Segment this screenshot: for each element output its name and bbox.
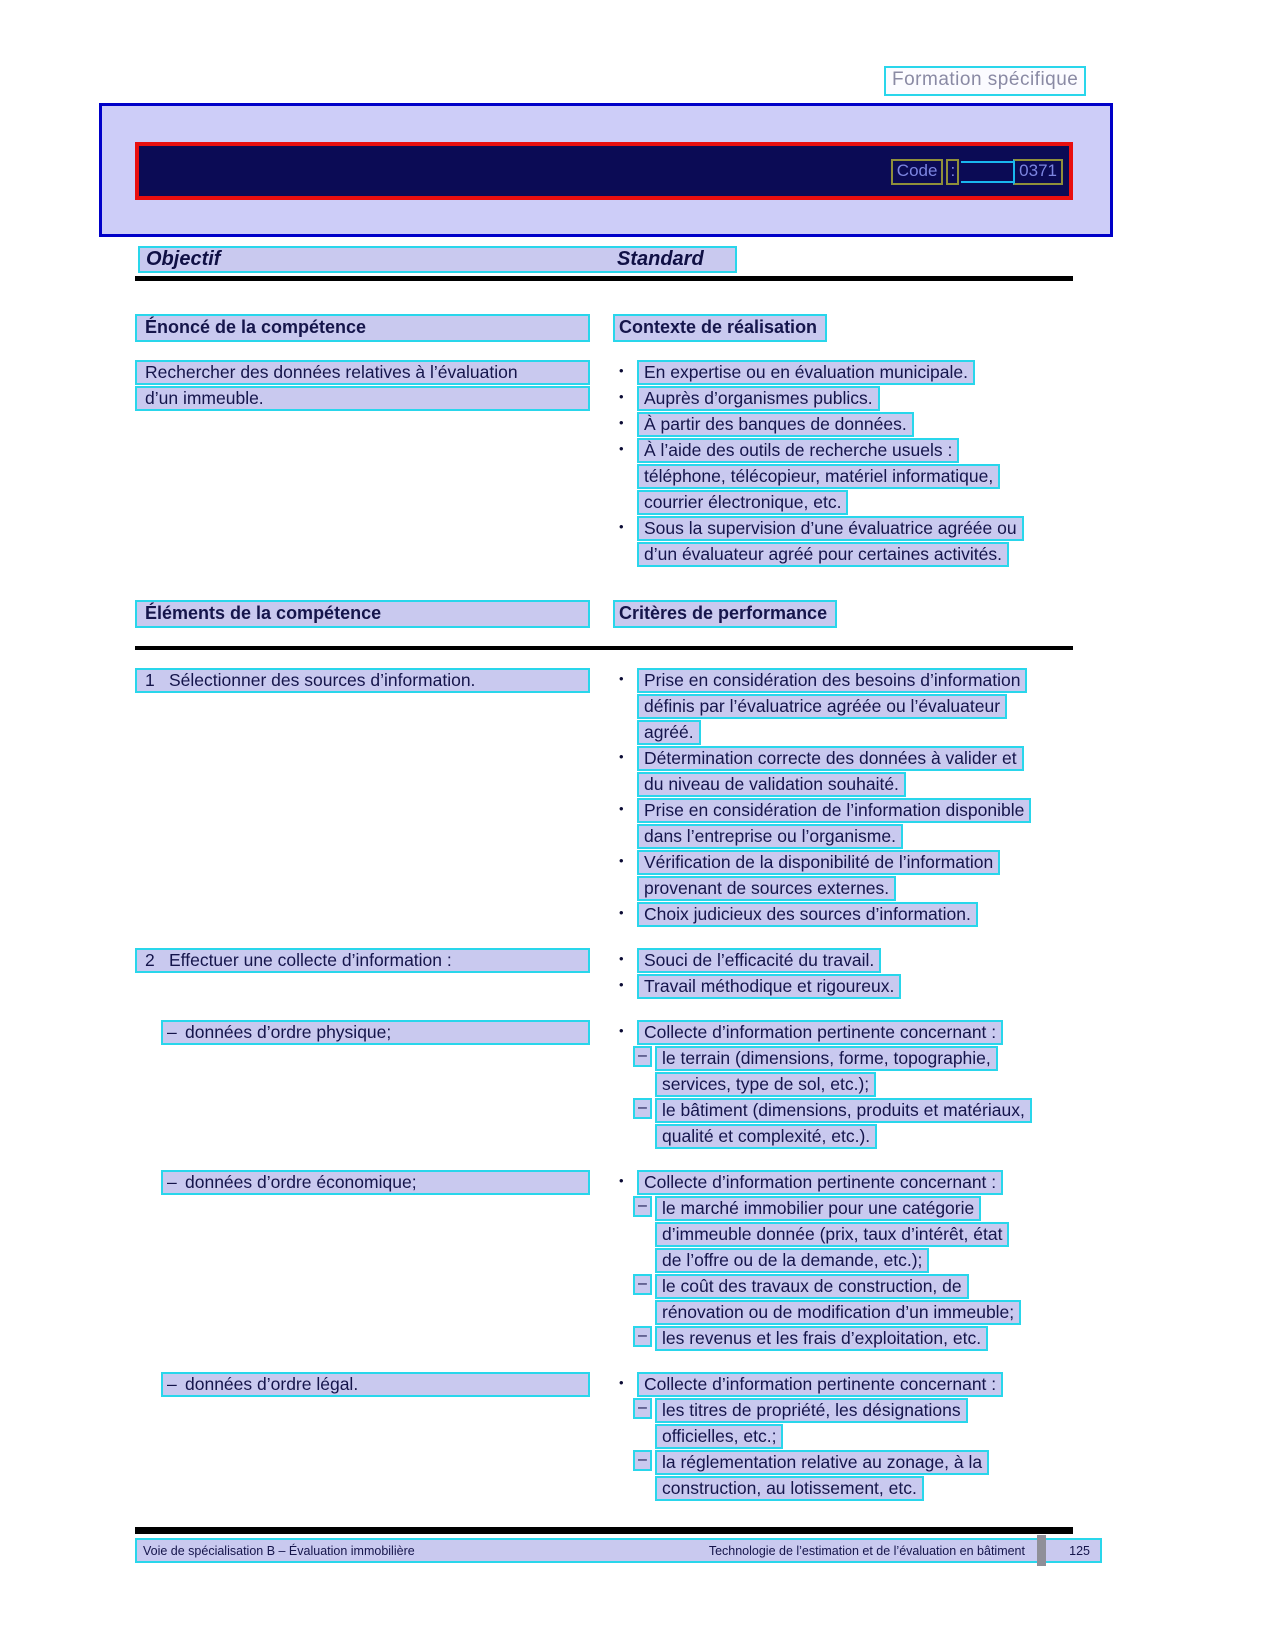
dash-marker: – xyxy=(633,1196,652,1217)
left-column-cell xyxy=(135,360,590,568)
criteria-lines xyxy=(655,1098,1075,1149)
criteria-lines xyxy=(637,412,1075,437)
dash-marker: – xyxy=(167,1374,177,1394)
bullet-marker: • xyxy=(619,1023,624,1038)
criteria-text-line: Collecte d’information pertinente concernant : xyxy=(637,1020,1003,1045)
bullet-marker: • xyxy=(619,363,624,378)
section-header-left: Éléments de la compétence xyxy=(135,600,590,628)
section-header-right-wrap xyxy=(613,314,827,342)
criteria-item xyxy=(613,1020,1075,1045)
standard-title: Standard xyxy=(617,248,704,270)
title-divider xyxy=(135,276,1073,281)
bullet-marker: • xyxy=(619,519,624,534)
criteria-text-line: provenant de sources externes. xyxy=(637,876,896,901)
criteria-lines xyxy=(637,668,1075,745)
criteria-text-line: d’immeuble donnée (prix, taux d’intérêt, état xyxy=(655,1222,1009,1247)
dash-marker: – xyxy=(633,1398,652,1419)
criteria-item xyxy=(613,948,1075,973)
criteria-text-line: la réglementation relative au zonage, à la xyxy=(655,1450,989,1475)
criteria-item xyxy=(613,1450,1075,1501)
left-text-line xyxy=(135,386,590,411)
criteria-text-line: agréé. xyxy=(637,720,701,745)
criteria-item xyxy=(613,1274,1075,1325)
criteria-item xyxy=(613,1372,1075,1397)
criteria-text-line: Prise en considération des besoins d’information xyxy=(637,668,1027,693)
bullet-marker: • xyxy=(619,853,624,868)
criteria-lines xyxy=(655,1450,1075,1501)
criteria-lines xyxy=(637,1372,1075,1397)
right-column-cell xyxy=(613,948,1075,1000)
header-title-band xyxy=(135,142,1073,200)
criteria-text-line: les titres de propriété, les désignations xyxy=(655,1398,968,1423)
bullet-marker: • xyxy=(619,905,624,920)
left-text-line xyxy=(135,668,590,693)
bullet-marker: • xyxy=(619,951,624,966)
criteria-lines xyxy=(637,850,1075,901)
criteria-text-line: Souci de l’efficacité du travail. xyxy=(637,948,881,973)
left-text-line xyxy=(161,1372,590,1397)
dash-marker: – xyxy=(633,1450,652,1471)
left-text: données d’ordre légal. xyxy=(185,1374,359,1394)
criteria-lines xyxy=(637,974,1075,999)
criteria-item xyxy=(613,1326,1075,1351)
right-column-cell xyxy=(613,1020,1075,1150)
footer-page-number: 125 xyxy=(1069,1543,1090,1558)
criteria-lines xyxy=(637,902,1075,927)
footer-bar xyxy=(135,1538,1102,1563)
competency-row xyxy=(135,1170,1075,1352)
bullet-marker: • xyxy=(619,801,624,816)
dash-marker: – xyxy=(633,1274,652,1295)
dash-marker: – xyxy=(633,1046,652,1067)
criteria-item xyxy=(613,850,1075,901)
criteria-text-line: services, type de sol, etc.); xyxy=(655,1072,876,1097)
left-text: données d’ordre économique; xyxy=(185,1172,417,1192)
criteria-lines xyxy=(655,1398,1075,1449)
criteria-text-line: Vérification de la disponibilité de l’information xyxy=(637,850,1000,875)
criteria-text-line: Auprès d’organismes publics. xyxy=(637,386,880,411)
criteria-text-line: À partir des banques de données. xyxy=(637,412,914,437)
criteria-text-line: Sous la supervision d’une évaluatrice agréée ou xyxy=(637,516,1024,541)
criteria-item xyxy=(613,1170,1075,1195)
criteria-item xyxy=(613,386,1075,411)
competency-row xyxy=(135,1372,1075,1502)
competency-row xyxy=(135,948,1075,1000)
criteria-item xyxy=(613,438,1075,515)
left-text: Sélectionner des sources d’information. xyxy=(169,670,476,690)
criteria-text-line: construction, au lotissement, etc. xyxy=(655,1476,924,1501)
left-text-line xyxy=(161,1020,590,1045)
item-number: 2 xyxy=(145,950,155,970)
criteria-item xyxy=(613,360,1075,385)
criteria-text-line: Collecte d’information pertinente concernant : xyxy=(637,1372,1003,1397)
left-column-cell xyxy=(135,1020,590,1150)
bullet-marker: • xyxy=(619,671,624,686)
criteria-lines xyxy=(637,746,1075,797)
page-category-label: Formation spécifique xyxy=(884,66,1086,96)
left-column-cell xyxy=(135,1170,590,1352)
criteria-text-line: téléphone, télécopieur, matériel informatique, xyxy=(637,464,1000,489)
code-value: 0371 xyxy=(1013,159,1063,185)
left-text: Rechercher des données relatives à l’évaluation xyxy=(145,362,518,382)
criteria-lines xyxy=(655,1326,1075,1351)
code-label: Code xyxy=(891,159,944,185)
criteria-text-line: le coût des travaux de construction, de xyxy=(655,1274,969,1299)
criteria-text-line: En expertise ou en évaluation municipale. xyxy=(637,360,975,385)
criteria-text-line: le bâtiment (dimensions, produits et matériaux, xyxy=(655,1098,1032,1123)
footer-course-label: Technologie de l’estimation et de l’évaluation en bâtiment xyxy=(708,1543,1025,1558)
criteria-text-line: définis par l’évaluatrice agréée ou l’évaluateur xyxy=(637,694,1007,719)
code-gap-underline xyxy=(961,161,1013,183)
competency-row xyxy=(135,668,1075,928)
bullet-marker: • xyxy=(619,977,624,992)
criteria-lines xyxy=(637,948,1075,973)
section-header-right-wrap xyxy=(613,600,837,628)
criteria-item xyxy=(613,746,1075,797)
right-column-cell xyxy=(613,360,1075,568)
left-text: d’un immeuble. xyxy=(145,388,264,408)
dash-marker: – xyxy=(167,1022,177,1042)
code-separator: : xyxy=(946,159,959,185)
section-divider xyxy=(135,646,1073,650)
criteria-text-line: courrier électronique, etc. xyxy=(637,490,848,515)
section-header-row xyxy=(135,600,1075,628)
bullet-marker: • xyxy=(619,1173,624,1188)
criteria-text-line: le marché immobilier pour une catégorie xyxy=(655,1196,981,1221)
bullet-marker: • xyxy=(619,389,624,404)
criteria-text-line: Détermination correcte des données à valider et xyxy=(637,746,1024,771)
footer-program-label: Voie de spécialisation B – Évaluation immobilière xyxy=(143,1543,415,1558)
criteria-lines xyxy=(655,1046,1075,1097)
criteria-text-line: officielles, etc.; xyxy=(655,1424,783,1449)
dash-marker: – xyxy=(633,1098,652,1119)
criteria-item xyxy=(613,412,1075,437)
left-text-line xyxy=(135,948,590,973)
header-banner xyxy=(99,103,1113,237)
criteria-item xyxy=(613,668,1075,745)
criteria-item xyxy=(613,798,1075,849)
section-header-left: Énoncé de la compétence xyxy=(135,314,590,342)
criteria-text-line: Collecte d’information pertinente concernant : xyxy=(637,1170,1003,1195)
criteria-text-line: qualité et complexité, etc.). xyxy=(655,1124,877,1149)
criteria-text-line: de l’offre ou de la demande, etc.); xyxy=(655,1248,929,1273)
right-column-cell xyxy=(613,668,1075,928)
left-column-cell xyxy=(135,1372,590,1502)
criteria-text-line: À l’aide des outils de recherche usuels : xyxy=(637,438,959,463)
dash-marker: – xyxy=(167,1172,177,1192)
criteria-lines xyxy=(655,1274,1075,1325)
criteria-text-line: Travail méthodique et rigoureux. xyxy=(637,974,901,999)
right-column-cell xyxy=(613,1170,1075,1352)
criteria-item xyxy=(613,516,1075,567)
criteria-item xyxy=(613,1398,1075,1449)
bullet-marker: • xyxy=(619,415,624,430)
left-text-line xyxy=(135,360,590,385)
criteria-item xyxy=(613,974,1075,999)
main-content xyxy=(135,314,1075,1502)
dash-marker: – xyxy=(633,1326,652,1347)
criteria-text-line: rénovation ou de modification d’un immeuble; xyxy=(655,1300,1021,1325)
footer-divider xyxy=(135,1527,1073,1534)
criteria-text-line: le terrain (dimensions, forme, topographie, xyxy=(655,1046,998,1071)
objective-standard-bar xyxy=(138,246,737,273)
criteria-lines xyxy=(637,798,1075,849)
left-column-cell xyxy=(135,668,590,928)
criteria-text-line: Prise en considération de l’information disponible xyxy=(637,798,1031,823)
criteria-text-line: d’un évaluateur agréé pour certaines activités. xyxy=(637,542,1009,567)
criteria-lines xyxy=(637,1020,1075,1045)
criteria-lines xyxy=(637,516,1075,567)
criteria-text-line: les revenus et les frais d’exploitation, etc. xyxy=(655,1326,988,1351)
section xyxy=(135,600,1075,1502)
criteria-text-line: dans l’entreprise ou l’organisme. xyxy=(637,824,903,849)
left-text-line xyxy=(161,1170,590,1195)
section-header-right: Contexte de réalisation xyxy=(613,314,827,342)
code-field xyxy=(891,159,1063,185)
criteria-item xyxy=(613,902,1075,927)
section-header-row xyxy=(135,314,1075,342)
left-column-cell xyxy=(135,948,590,1000)
criteria-item xyxy=(613,1098,1075,1149)
left-text: Effectuer une collecte d’information : xyxy=(169,950,452,970)
criteria-lines xyxy=(655,1196,1075,1273)
bullet-marker: • xyxy=(619,1375,624,1390)
criteria-lines xyxy=(637,360,1075,385)
right-column-cell xyxy=(613,1372,1075,1502)
item-number: 1 xyxy=(145,670,155,690)
bullet-marker: • xyxy=(619,441,624,456)
competency-row xyxy=(135,360,1075,568)
criteria-lines xyxy=(637,386,1075,411)
section xyxy=(135,314,1075,568)
section-header-right: Critères de performance xyxy=(613,600,837,628)
criteria-lines xyxy=(637,438,1075,515)
footer-gray-bar xyxy=(1037,1535,1046,1566)
bullet-marker: • xyxy=(619,749,624,764)
criteria-text-line: du niveau de validation souhaité. xyxy=(637,772,906,797)
left-text: données d’ordre physique; xyxy=(185,1022,392,1042)
criteria-lines xyxy=(637,1170,1075,1195)
criteria-text-line: Choix judicieux des sources d’information. xyxy=(637,902,978,927)
competency-row xyxy=(135,1020,1075,1150)
criteria-item xyxy=(613,1046,1075,1097)
criteria-item xyxy=(613,1196,1075,1273)
objective-title: Objectif xyxy=(146,248,221,270)
